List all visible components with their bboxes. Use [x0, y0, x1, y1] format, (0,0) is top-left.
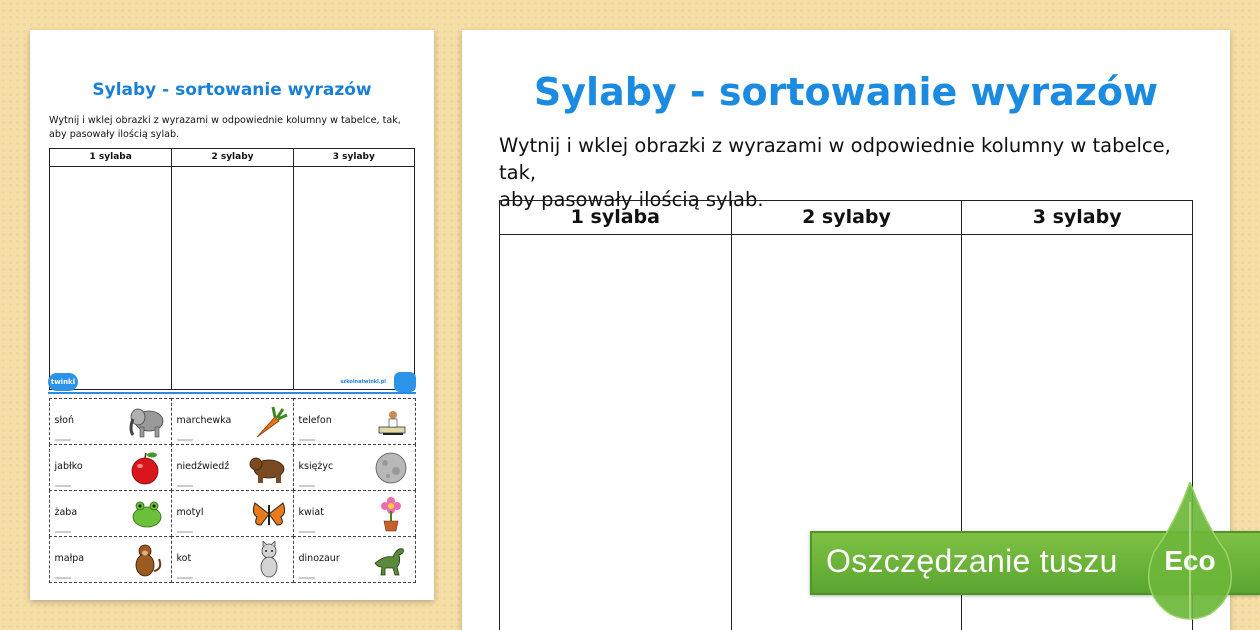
- card-caption-mark: [299, 439, 315, 441]
- butterfly-icon: [249, 495, 289, 533]
- word-card: [293, 444, 416, 491]
- word-card: [171, 490, 294, 537]
- dinosaur-icon: [371, 541, 411, 579]
- column-header: 2 sylaby: [732, 201, 962, 235]
- card-caption-mark: [299, 577, 315, 579]
- card-word: księżyc: [298, 460, 334, 472]
- instruction-line-2: aby pasowały ilością sylab.: [499, 188, 764, 211]
- word-card: [49, 490, 172, 537]
- card-word: słoń: [54, 414, 74, 426]
- thumbnail-column-header: 2 sylaby: [172, 149, 292, 167]
- cat-icon: [249, 541, 289, 579]
- card-word: żaba: [54, 506, 78, 518]
- card-caption-mark: [299, 531, 315, 533]
- frog-icon: [127, 495, 167, 533]
- word-card: [171, 444, 294, 491]
- card-word: dinozaur: [298, 552, 340, 564]
- apple-icon: [127, 449, 167, 487]
- card-caption-mark: [177, 577, 193, 579]
- card-caption-mark: [177, 531, 193, 533]
- thumbnail-title: Sylaby - sortowanie wyrazów: [92, 80, 372, 100]
- elephant-icon: [127, 403, 167, 441]
- thumbnail-column-header: 3 sylaby: [294, 149, 414, 167]
- card-word: motyl: [176, 506, 204, 518]
- thumbnail-instruction: [49, 114, 419, 142]
- word-card: [293, 536, 416, 583]
- card-word: kot: [176, 552, 192, 564]
- thumbnail-sorting-table: [49, 148, 415, 390]
- twinkl-logo: twinkl: [48, 373, 78, 391]
- card-caption-mark: [177, 439, 193, 441]
- monkey-icon: [127, 541, 167, 579]
- thumbnail-instruction-line-1: Wytnij i wklej obrazki z wyrazami w odpowiednie kolumny w tabelce, tak,: [49, 115, 401, 126]
- word-card: [293, 398, 416, 445]
- page-title: Sylaby - sortowanie wyrazów: [533, 70, 1159, 114]
- card-word: marchewka: [176, 414, 232, 426]
- thumbnail-instruction-line-2: aby pasowały ilością sylab.: [49, 129, 180, 140]
- card-caption-mark: [177, 485, 193, 487]
- card-caption-mark: [299, 485, 315, 487]
- card-word: małpa: [54, 552, 85, 564]
- card-word: telefon: [298, 414, 332, 426]
- word-card: [49, 398, 172, 445]
- eco-badge-label: Eco: [1164, 545, 1216, 576]
- footer-site-link: szkolnatwinkl.pl: [340, 379, 386, 385]
- thumbnail-column-header: 1 sylaba: [50, 149, 171, 167]
- carrot-icon: [249, 403, 289, 441]
- telephone-icon: [371, 403, 411, 441]
- thumbnail-column-1: [50, 149, 171, 389]
- thumbnail-column-3: [293, 149, 414, 389]
- twinkl-badge-icon: [394, 372, 416, 392]
- card-word: kwiat: [298, 506, 324, 518]
- word-cards-grid: [49, 398, 415, 582]
- column-header: 1 sylaba: [500, 201, 731, 235]
- word-card: [49, 444, 172, 491]
- word-card: [171, 536, 294, 583]
- column-header: 3 sylaby: [962, 201, 1192, 235]
- thumbnail-footer: [48, 370, 416, 394]
- word-card: [171, 398, 294, 445]
- card-caption-mark: [55, 531, 71, 533]
- word-card: [49, 536, 172, 583]
- card-word: jabłko: [54, 460, 83, 472]
- eco-banner-text: Oszczędzanie tuszu: [826, 543, 1118, 579]
- moon-icon: [371, 449, 411, 487]
- card-caption-mark: [55, 577, 71, 579]
- card-caption-mark: [55, 485, 71, 487]
- column-1-syllable: [500, 201, 731, 630]
- card-caption-mark: [55, 439, 71, 441]
- card-word: niedźwiedź: [176, 460, 230, 472]
- instruction-line-1: Wytnij i wklej obrazki z wyrazami w odpowiednie kolumny w tabelce, tak,: [499, 134, 1171, 184]
- bear-icon: [249, 449, 289, 487]
- flower-icon: [371, 495, 411, 533]
- thumbnail-column-2: [171, 149, 292, 389]
- word-card: [293, 490, 416, 537]
- worksheet-thumbnail: [30, 30, 434, 600]
